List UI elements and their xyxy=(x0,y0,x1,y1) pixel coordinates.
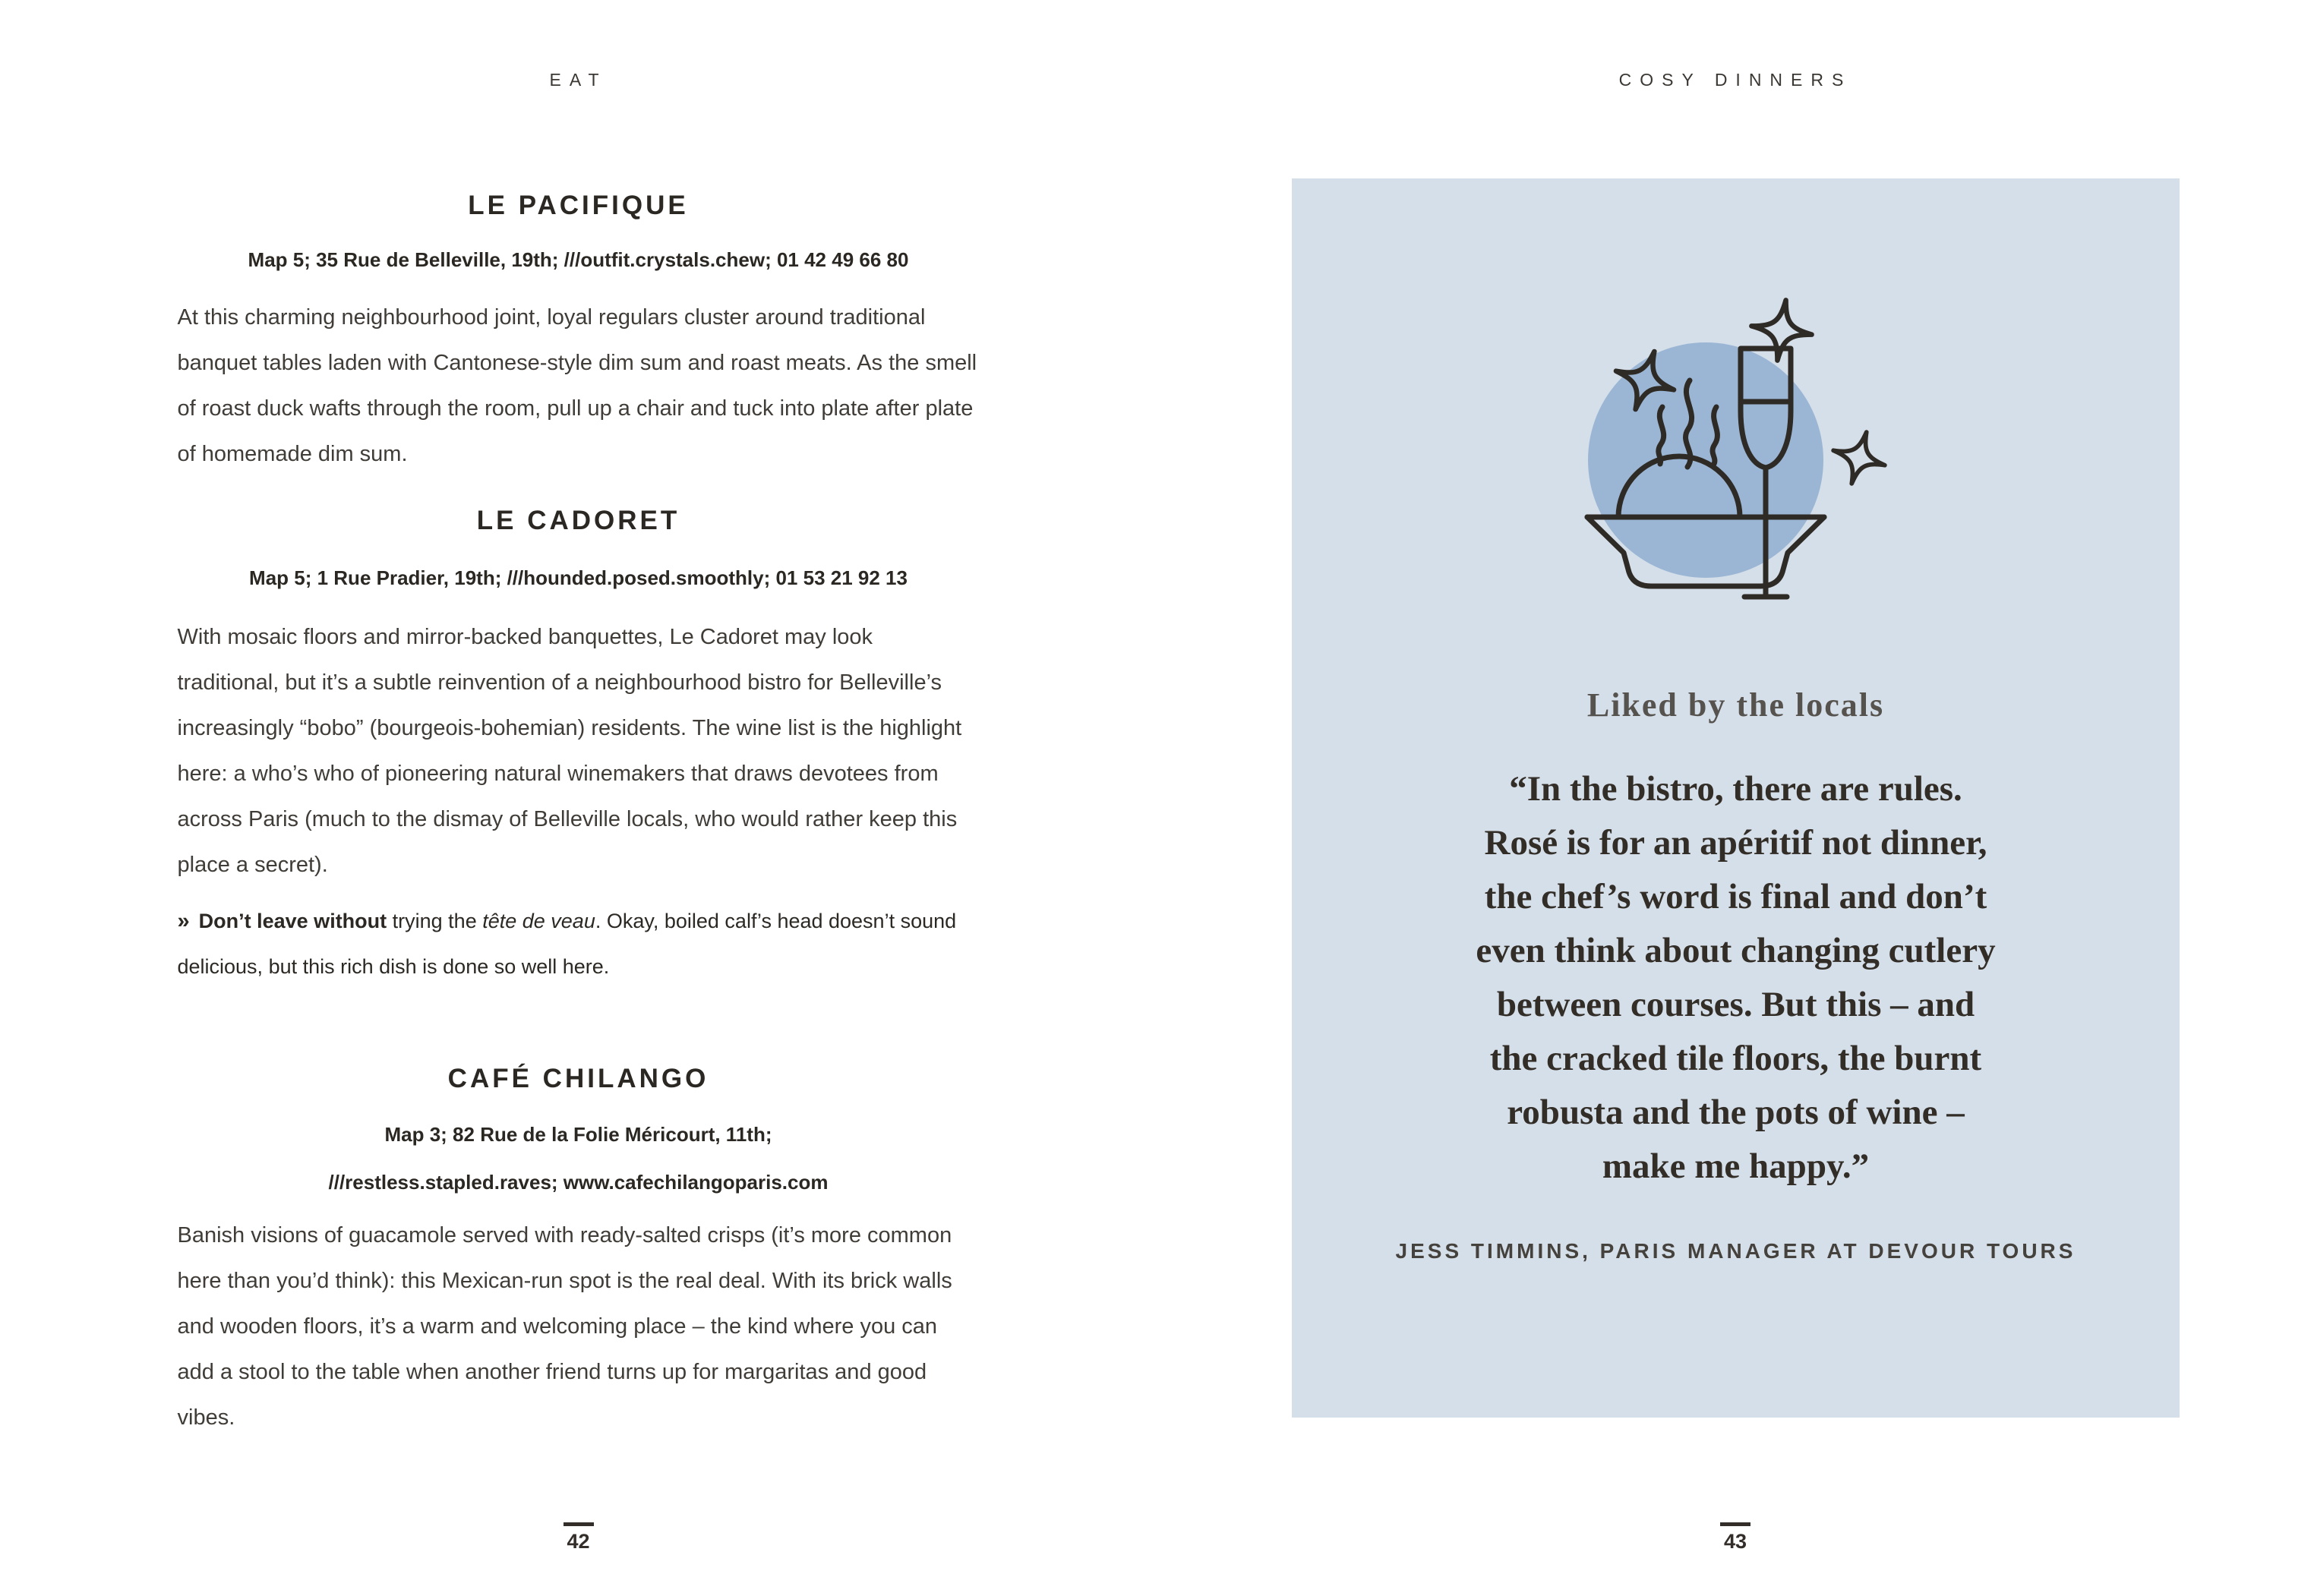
entry-cafe-chilango xyxy=(178,1064,980,1440)
running-header-right: COSY DINNERS xyxy=(1618,70,1852,90)
page-number-value: 43 xyxy=(1720,1522,1750,1553)
quote-line: the chef’s word is final and don’t xyxy=(1484,877,1987,916)
entry-address xyxy=(178,1111,980,1206)
address-line: Map 5; 1 Rue Pradier, 19th; ///hounded.posed.smoothly; 01 53 21 92 13 xyxy=(249,566,908,589)
tip-text: trying the xyxy=(387,910,483,932)
page-right xyxy=(1157,0,2314,1596)
entry-title: LE CADORET xyxy=(476,506,680,535)
entry-le-pacifique xyxy=(178,191,980,477)
sparkle-icon xyxy=(1747,296,1815,364)
address-line: Map 5; 35 Rue de Belleville, 19th; ///outfit.crystals.chew; 01 42 49 66 80 xyxy=(248,248,909,271)
entry-title: CAFÉ CHILANGO xyxy=(447,1064,709,1093)
entry-tip xyxy=(178,898,980,989)
quote-line: robusta and the pots of wine – xyxy=(1507,1093,1965,1132)
entry-body: Banish visions of guacamole served with ready-salted crisps (it’s more common here than you’d think): this Mexican-run spot is the real deal. With its brick walls and wooden floors, it’s a warm and welcoming place – the kind where you can add a stool to the table when another friend turns up for margaritas and good vibes. xyxy=(177,1223,952,1430)
quote-line: Rosé is for an apéritif not dinner, xyxy=(1484,823,1987,863)
entry-le-cadoret xyxy=(178,506,980,989)
tip-dish-name: tête de veau xyxy=(482,910,595,932)
page-number-left xyxy=(564,1522,594,1553)
page-number-right xyxy=(1720,1522,1750,1553)
tip-text: . Okay, boiled calf’s head doesn’t sound delicious, but this rich dish is done so well here. xyxy=(177,910,957,978)
page-number-value: 42 xyxy=(564,1522,594,1553)
local-quote xyxy=(1337,762,2135,1194)
quote-line: between courses. But this – and xyxy=(1496,985,1975,1024)
address-line: ///restless.stapled.raves; www.cafechilangoparis.com xyxy=(328,1171,829,1194)
entry-body: At this charming neighbourhood joint, loyal regulars cluster around traditional banquet tables laden with Cantonese-style dim sum and roast meats. As the smell of roast duck wafts through the room, pull up a chair and tuck into plate after plate of homemade dim sum. xyxy=(177,305,977,466)
dinner-plate-wine-glass-sparkles-illustration xyxy=(1584,289,1888,632)
quote-line: even think about changing cutlery xyxy=(1476,931,1996,970)
sparkle-icon xyxy=(1826,424,1892,490)
liked-by-locals-panel xyxy=(1292,178,2180,1418)
quote-line: make me happy.” xyxy=(1602,1147,1870,1186)
running-header-left: EAT xyxy=(549,70,608,90)
entry-address xyxy=(178,236,980,284)
entry-body: With mosaic floors and mirror-backed banquettes, Le Cadoret may look traditional, but it’s a subtle reinvention of a neighbourhood bistro for Belleville’s increasingly “bobo” (bourgeois-bohemian) residents. The wine list is the highlight here: a who’s who of pioneering natural winemakers that draws devotees from across Paris (much to the dismay of Belleville locals, who would rather keep this place a secret). xyxy=(177,625,962,877)
tip-lead-in: Don’t leave without xyxy=(198,910,387,932)
quote-attribution: JESS TIMMINS, PARIS MANAGER AT DEVOUR TOURS xyxy=(1395,1239,2076,1263)
quote-line: “In the bistro, there are rules. xyxy=(1509,769,1962,809)
quote-line: the cracked tile floors, the burnt xyxy=(1489,1039,1982,1078)
address-line: Map 3; 82 Rue de la Folie Méricourt, 11th; xyxy=(384,1123,772,1146)
tip-chevrons-icon: » xyxy=(177,909,190,933)
panel-heading: Liked by the locals xyxy=(1586,686,1885,724)
entry-address xyxy=(178,554,980,602)
entry-title: LE PACIFIQUE xyxy=(468,191,689,220)
